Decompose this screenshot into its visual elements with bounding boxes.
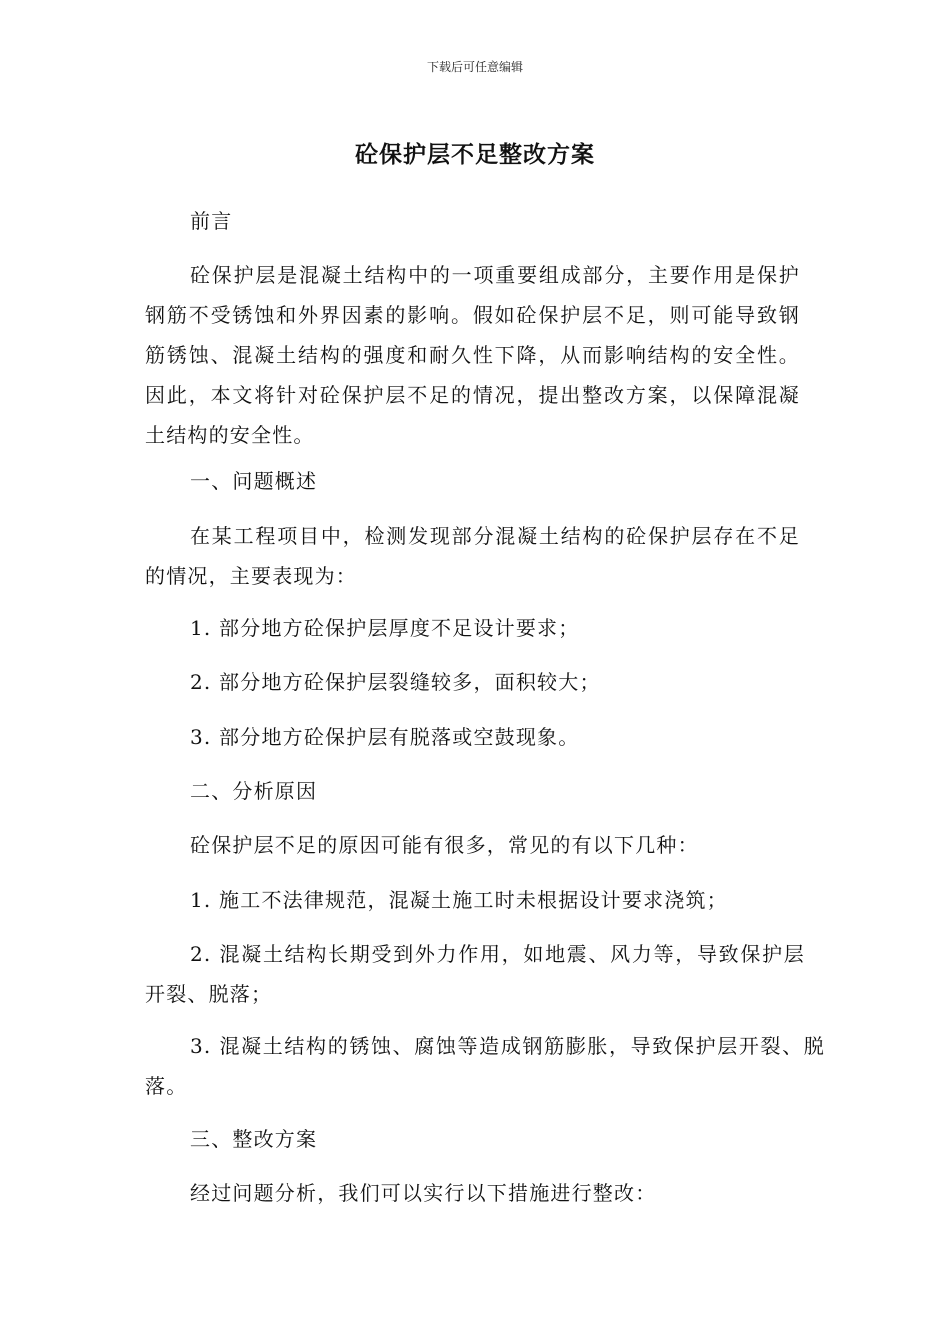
section-1-intro: 在某工程项目中，检测发现部分混凝土结构的砼保护层存在不足的情况，主要表现为：: [145, 524, 800, 588]
document-title: 砼保护层不足整改方案: [355, 142, 595, 168]
preface-paragraph: 砼保护层是混凝土结构中的一项重要组成部分，主要作用是保护钢筋不受锈蚀和外界因素的影响。假如砼保护层不足，则可能导致钢筋锈蚀、混凝土结构的强度和耐久性下降，从而影响结构的安全性。因此，本文将针对砼保护层不足的情况，提出整改方案，以保障混凝土结构的安全性。: [145, 263, 800, 447]
section-1-item-2: 2. 部分地方砼保护层裂缝较多，面积较大；: [190, 670, 601, 694]
section-2-item-3: 3. 混凝土结构的锈蚀、腐蚀等造成钢筋膨胀，导致保护层开裂、脱落。: [145, 1034, 825, 1098]
section-3-heading: 三、整改方案: [190, 1127, 318, 1151]
section-2-item-1: 1. 施工不法律规范，混凝土施工时未根据设计要求浇筑；: [190, 888, 728, 912]
section-1-item-1: 1. 部分地方砼保护层厚度不足设计要求；: [190, 616, 580, 640]
section-2-heading: 二、分析原因: [190, 779, 318, 803]
section-2-intro: 砼保护层不足的原因可能有很多，常见的有以下几种：: [190, 833, 699, 857]
section-1-item-3: 3. 部分地方砼保护层有脱落或空鼓现象。: [190, 725, 580, 749]
preface-heading: 前言: [190, 209, 233, 233]
section-3-intro: 经过问题分析，我们可以实行以下措施进行整改：: [190, 1181, 657, 1205]
section-1-heading: 一、问题概述: [190, 469, 318, 493]
section-2-item-2: 2. 混凝土结构长期受到外力作用，如地震、风力等，导致保护层开裂、脱落；: [145, 942, 805, 1006]
page-header-note: 下载后可任意编辑: [426, 60, 523, 74]
